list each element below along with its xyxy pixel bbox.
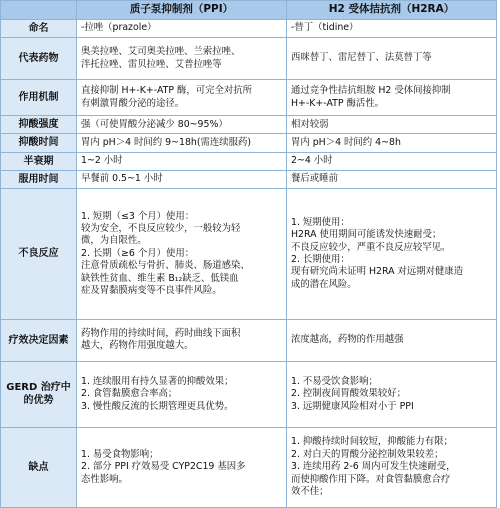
ppi-line: 1. 易受食物影响； <box>81 448 159 460</box>
ppi-line: 胃内 pH＞4 时间约 9~18h(需连续服药) <box>81 136 252 148</box>
h2ra-line: 相对较弱 <box>291 118 329 130</box>
ppi-cell <box>77 188 287 319</box>
ppi-line: 2. 长期（≥6 个月）使用： <box>81 247 195 259</box>
h2ra-line: 餐后或睡前 <box>291 173 338 185</box>
h2ra-line: -替丁（tidine） <box>291 22 359 34</box>
ppi-line: 越大，药物作用强度越大。 <box>81 340 194 352</box>
h2ra-line: 通过竞争性拮抗组胺 H2 受体间接抑制 <box>291 85 451 97</box>
ppi-line: 奥美拉唑、艾司奥美拉唑、兰索拉唑、 <box>81 46 241 58</box>
row-label: 抑酸时间 <box>1 134 77 152</box>
h2ra-line: 1. 抑酸持续时间较短，抑酸能力有限； <box>291 436 453 448</box>
row-label: GERD 治疗中的优势 <box>1 361 77 427</box>
h2ra-line: 胃内 pH＞4 时间约 4~8h <box>291 136 401 148</box>
h2ra-cell <box>287 170 497 188</box>
ppi-cell <box>77 116 287 134</box>
row-label: 代表药物 <box>1 38 77 80</box>
h2ra-cell <box>287 427 497 507</box>
h2ra-line: 2. 长期使用： <box>291 253 350 265</box>
header-h2ra: H2 受体拮抗剂（H2RA） <box>287 1 497 20</box>
ppi-line: 微，为自限性。 <box>81 235 147 247</box>
h2ra-line: 3. 连续用药 2-6 周内可发生快速耐受， <box>291 461 456 473</box>
ppi-line: 1. 连续服用有持久显著的抑酸效果； <box>81 375 234 387</box>
ppi-line: 1~2 小时 <box>81 154 123 166</box>
h2ra-line: 1. 短期使用： <box>291 216 350 228</box>
ppi-line: 态性影响。 <box>81 473 128 485</box>
h2ra-line: 浓度越高，药物的作用越强 <box>291 334 404 346</box>
h2ra-cell <box>287 152 497 170</box>
h2ra-line: 2~4 小时 <box>291 154 333 166</box>
header-row <box>1 1 497 20</box>
row-label: 作用机制 <box>1 80 77 116</box>
h2ra-cell <box>287 38 497 80</box>
h2ra-cell <box>287 134 497 152</box>
header-ppi: 质子泵抑制剂（PPI） <box>77 1 287 20</box>
ppi-cell <box>77 319 287 361</box>
table-row <box>1 361 497 427</box>
ppi-line: 强（可使胃酸分泌减少 80~95%） <box>81 118 228 130</box>
ppi-cell <box>77 134 287 152</box>
table-row <box>1 319 497 361</box>
ppi-cell <box>77 152 287 170</box>
table-body <box>1 20 497 508</box>
h2ra-line: 1. 不易受饮食影响； <box>291 375 378 387</box>
h2ra-line: 2. 对白天的胃酸分泌控制效果较差； <box>291 448 444 460</box>
ppi-line: 较为安全，不良反应较少，一般较为轻 <box>81 222 241 234</box>
ppi-line: 早餐前 0.5~1 小时 <box>81 173 163 185</box>
h2ra-cell <box>287 20 497 38</box>
h2ra-line: 现有研究尚未证明 H2RA 对远期对健康造 <box>291 266 464 278</box>
ppi-line: 3. 慢性酸反流的长期管理更具优势。 <box>81 400 234 412</box>
h2ra-line: 成的潜在风险。 <box>291 278 357 290</box>
ppi-line: 泮托拉唑、雷贝拉唑、艾普拉唑等 <box>81 58 222 70</box>
h2ra-cell <box>287 116 497 134</box>
h2ra-line: 3. 远期健康风险相对小于 PPI <box>291 400 414 412</box>
h2ra-line: 而使抑酸作用下降。对食管黏膜愈合疗 <box>291 473 451 485</box>
header-blank <box>1 1 77 20</box>
ppi-line: 直接抑制 H+-K+-ATP 酶，可完全对抗所 <box>81 85 252 97</box>
table-row <box>1 38 497 80</box>
h2ra-line: 西咪替丁、雷尼替丁、法莫替丁等 <box>291 52 432 64</box>
row-label: 半衰期 <box>1 152 77 170</box>
table-row <box>1 20 497 38</box>
table-row <box>1 170 497 188</box>
ppi-line: 缺铁性贫血、维生素 B₁₂缺乏、低镁血 <box>81 272 239 284</box>
ppi-line: -拉唑（prazole） <box>81 22 157 34</box>
ppi-line: 症及胃黏膜病变等不良事件风险。 <box>81 284 222 296</box>
h2ra-cell <box>287 361 497 427</box>
ppi-cell <box>77 170 287 188</box>
ppi-cell <box>77 38 287 80</box>
ppi-line: 有刺激胃酸分泌的途径。 <box>81 97 185 109</box>
ppi-line: 2. 部分 PPI 疗效易受 CYP2C19 基因多 <box>81 461 246 473</box>
row-label: 抑酸强度 <box>1 116 77 134</box>
h2ra-line: 不良反应较少，严重不良反应较罕见。 <box>291 241 451 253</box>
table-row <box>1 427 497 507</box>
table-row <box>1 152 497 170</box>
h2ra-line: 效不佳； <box>291 486 329 498</box>
h2ra-cell <box>287 319 497 361</box>
table-row <box>1 80 497 116</box>
table-row <box>1 116 497 134</box>
h2ra-line: H2RA 使用期间可能诱发快速耐受； <box>291 229 442 241</box>
row-label: 缺点 <box>1 427 77 507</box>
h2ra-line: H+-K+-ATP 酶活性。 <box>291 97 385 109</box>
row-label: 命名 <box>1 20 77 38</box>
row-label: 不良反应 <box>1 188 77 319</box>
ppi-cell <box>77 80 287 116</box>
h2ra-cell <box>287 80 497 116</box>
ppi-line: 注意骨质疏松与骨折、肺炎、肠道感染、 <box>81 260 250 272</box>
ppi-cell <box>77 20 287 38</box>
h2ra-cell <box>287 188 497 319</box>
h2ra-line: 2. 控制夜间胃酸效果较好； <box>291 388 407 400</box>
row-label: 疗效决定因素 <box>1 319 77 361</box>
ppi-line: 1. 短期（≤3 个月）使用： <box>81 210 195 222</box>
row-label: 服用时间 <box>1 170 77 188</box>
table-row <box>1 134 497 152</box>
table-row <box>1 188 497 319</box>
ppi-cell <box>77 427 287 507</box>
ppi-cell <box>77 361 287 427</box>
ppi-line: 2. 食管黏膜愈合率高； <box>81 388 178 400</box>
ppi-line: 药物作用的持续时间，药时曲线下面积 <box>81 328 241 340</box>
